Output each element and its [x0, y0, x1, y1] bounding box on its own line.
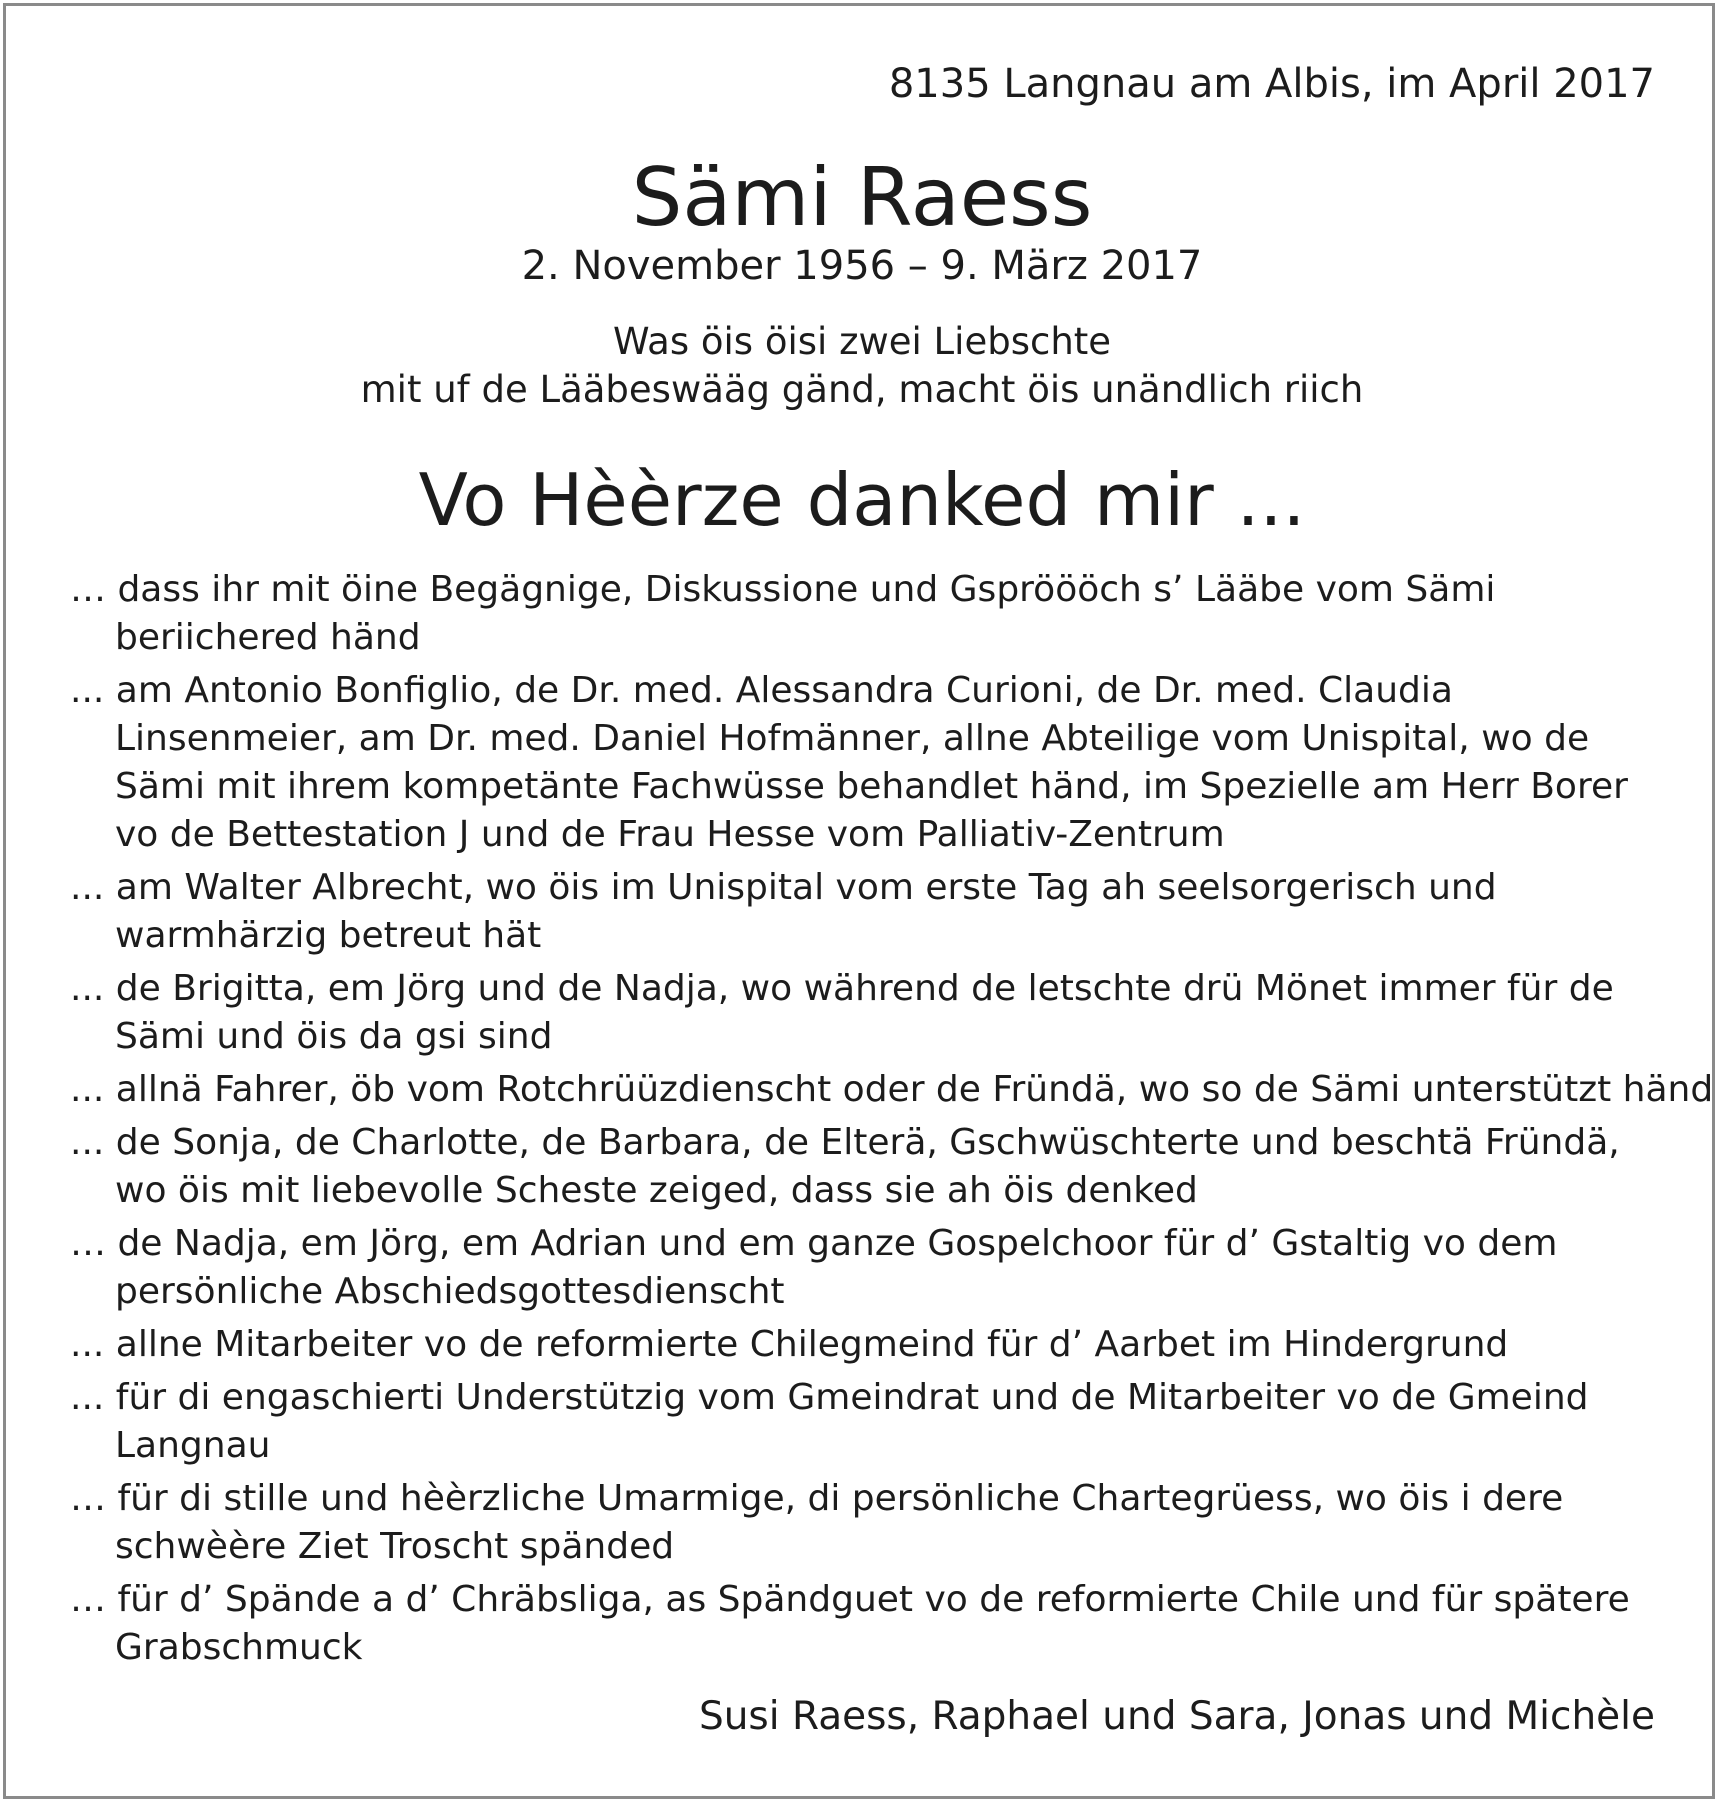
motto — [0, 318, 1724, 414]
thanks-item-line: ... de Brigitta, em Jörg und de Nadja, wo während de letschte drü Mönet immer für de — [70, 968, 1614, 1009]
thanks-item-line: … dass ihr mit öine Begägnige, Diskussione und Gspröööch s’ Lääbe vom Sämi — [70, 569, 1496, 610]
thanks-item-line: ... am Walter Albrecht, wo öis im Unispital vom erste Tag ah seelsorgerisch und — [70, 867, 1497, 908]
signature: Susi Raess, Raphael und Sara, Jonas und Michèle — [698, 1694, 1655, 1739]
thanks-item-line: vo de Bettestation J und de Frau Hesse vom Palliativ-Zentrum — [115, 814, 1225, 855]
thanks-item-line: Sämi und öis da gsi sind — [115, 1016, 553, 1057]
thanks-item-line: Langnau — [115, 1425, 271, 1466]
thanks-list — [70, 566, 1714, 1677]
thanks-item — [70, 667, 1680, 859]
thanks-item-line: schwèère Ziet Troscht spänded — [115, 1526, 675, 1567]
thanks-item-line: ... für di engaschierti Understützig vom Gmeindrat und de Mitarbeiter vo de Gmeind — [70, 1377, 1589, 1418]
thanks-item-line: Linsenmeier, am Dr. med. Daniel Hofmänner, allne Abteilige vom Unispital, wo de — [115, 718, 1590, 759]
thanks-item — [70, 864, 1680, 960]
thanks-item-line: beriichered händ — [115, 617, 421, 658]
thanks-item-line: … für d’ Spände a d’ Chräbsliga, as Spändguet vo de reformierte Chile und für spätere — [70, 1579, 1630, 1620]
motto-line: Was öis öisi zwei Liebschte — [612, 320, 1112, 363]
thanks-item — [70, 1475, 1680, 1571]
motto-line: mit uf de Lääbeswääg gänd, macht öis unändlich riich — [360, 368, 1364, 411]
thanks-item — [70, 1220, 1680, 1316]
thanks-item-line: … de Nadja, em Jörg, em Adrian und em ganze Gospelchoor für d’ Gstaltig vo dem — [70, 1223, 1558, 1264]
thanks-item-line: Grabschmuck — [115, 1627, 363, 1668]
life-dates: 2. November 1956 – 9. März 2017 — [521, 243, 1203, 289]
thanks-item-line: … für di stille und hèèrzliche Umarmige, di persönliche Chartegrüess, wo öis i dere — [70, 1478, 1564, 1519]
thanks-item-line: Sämi mit ihrem kompetänte Fachwüsse behandlet händ, im Spezielle am Herr Borer — [115, 766, 1628, 807]
deceased-name: Sämi Raess — [631, 151, 1093, 244]
thanks-item — [70, 965, 1680, 1061]
thanks-item — [70, 1066, 1714, 1114]
location-date: 8135 Langnau am Albis, im April 2017 — [888, 61, 1655, 107]
thanks-item — [70, 1576, 1680, 1672]
thanks-item-line: ... allnä Fahrer, öb vom Rotchrüüzdienscht oder de Fründä, wo so de Sämi unterstützt händ — [70, 1069, 1714, 1110]
thanks-item — [70, 1374, 1680, 1470]
thanks-item-line: persönliche Abschiedsgottesdienscht — [115, 1271, 785, 1312]
thanks-item-line: warmhärzig betreut hät — [115, 915, 542, 956]
thanks-item-line: ... allne Mitarbeiter vo de reformierte Chilegmeind für d’ Aarbet im Hindergrund — [70, 1324, 1509, 1365]
thanks-item — [70, 566, 1680, 662]
thanks-item-line: wo öis mit liebevolle Scheste zeiged, dass sie ah öis denked — [115, 1170, 1198, 1211]
thanks-heading: Vo Hèèrze danked mir ... — [418, 458, 1306, 542]
thanks-item-line: ... de Sonja, de Charlotte, de Barbara, de Elterä, Gschwüschterte und beschtä Fründä, — [70, 1122, 1620, 1163]
thanks-item-line: ... am Antonio Bonfiglio, de Dr. med. Alessandra Curioni, de Dr. med. Claudia — [70, 670, 1453, 711]
thanks-item — [70, 1321, 1680, 1369]
thanks-item — [70, 1119, 1680, 1215]
